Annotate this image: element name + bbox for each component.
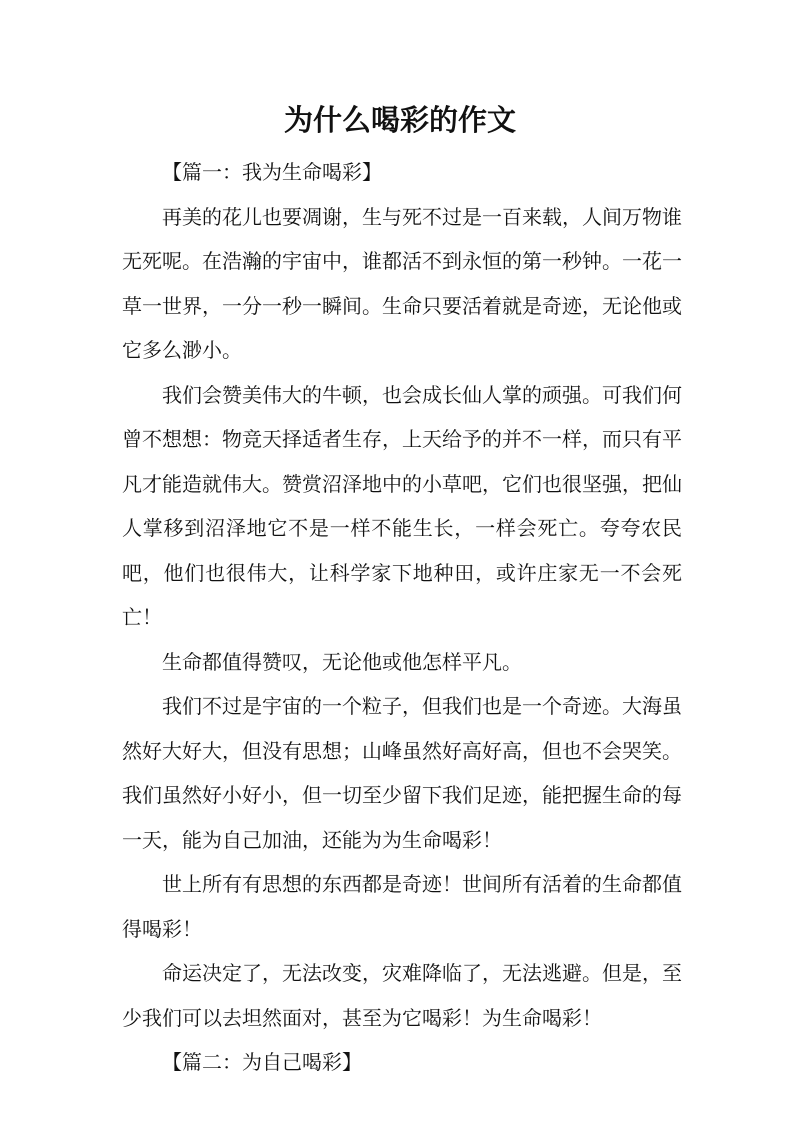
paragraph-5: 世上所有有思想的东西都是奇迹！世间所有活着的生命都值得喝彩！ [122, 872, 682, 941]
document-body [122, 150, 682, 1085]
paragraph-3: 生命都值得赞叹，无论他或他怎样平凡。 [162, 649, 522, 674]
section-heading-1: 【篇一：我为生命喝彩】 [162, 160, 382, 184]
section-heading-2: 【篇二：为自己喝彩】 [162, 1050, 362, 1074]
paragraph-4: 我们不过是宇宙的一个粒子，但我们也是一个奇迹。大海虽然好大好大，但没有思想；山峰虽然好高好高，但也不会哭笑。我们虽然好小好小，但一切至少留下我们足迹，能把握生命的每一天，能为自己加油，还能为为生命喝彩！ [122, 694, 682, 852]
paragraph-1: 再美的花儿也要凋谢，生与死不过是一百来载，人间万物谁无死呢。在浩瀚的宇宙中，谁都活不到永恒的第一秒钟。一花一草一世界，一分一秒一瞬间。生命只要活着就是奇迹，无论他或它多么渺小。 [122, 204, 682, 362]
paragraph-2: 我们会赞美伟大的牛顿，也会成长仙人掌的顽强。可我们何曾不想想：物竞天择适者生存，上天给予的并不一样，而只有平凡才能造就伟大。赞赏沼泽地中的小草吧，它们也很坚强，把仙人掌移到沼泽地它不是一样不能生长，一样会死亡。夸夸农民吧，他们也很伟大，让科学家下地种田，或许庄家无一不会死亡！ [122, 382, 682, 629]
document-title: 为什么喝彩的作文 [283, 103, 516, 137]
paragraph-6: 命运决定了，无法改变，灾难降临了，无法逃避。但是，至少我们可以去坦然面对，甚至为它喝彩！为生命喝彩！ [122, 961, 682, 1030]
